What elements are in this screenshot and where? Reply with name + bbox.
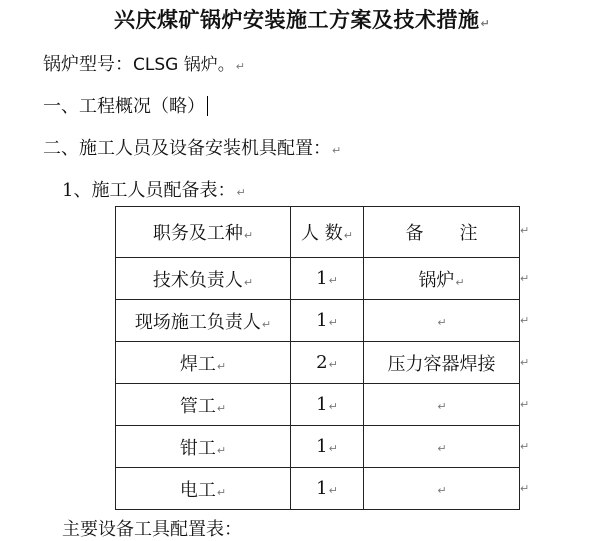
section-staffing	[43, 134, 341, 160]
row-end-mark: ↵	[520, 482, 530, 495]
cell-mark: ↵	[328, 484, 338, 497]
subsection-staff-table	[62, 176, 246, 202]
row-end-mark: ↵	[520, 440, 530, 453]
header-count: 人 数	[301, 223, 343, 244]
subsection-staff-table-text: 1、施工人员配备表：	[62, 180, 236, 201]
table-row	[116, 426, 520, 468]
table-row	[116, 342, 520, 384]
text-cursor	[207, 96, 208, 116]
cell-mark: ↵	[216, 359, 227, 373]
row-end-mark: ↵	[520, 272, 530, 285]
role-cell[interactable]	[116, 342, 291, 384]
role-text: 钳工	[179, 437, 216, 459]
note-text: 锅炉	[418, 269, 455, 291]
role-text: 电工	[179, 479, 216, 501]
cell-mark: ↵	[216, 485, 227, 499]
paragraph-mark: ↵	[235, 60, 245, 73]
cell-mark: ↵	[437, 484, 447, 497]
header-role-cell[interactable]	[116, 207, 291, 258]
boiler-model-label: 锅炉型号：	[43, 54, 133, 75]
count-text: 1	[316, 310, 328, 331]
role-cell[interactable]	[116, 426, 291, 468]
role-text: 技术负责人	[152, 269, 243, 291]
row-end-mark: ↵	[520, 224, 530, 237]
title-text: 兴庆煤矿锅炉安装施工方案及技术措施	[114, 7, 480, 32]
table-header-row	[116, 207, 520, 258]
section-overview[interactable]	[43, 92, 208, 118]
cell-mark: ↵	[437, 442, 447, 455]
cell-mark: ↵	[243, 275, 254, 289]
note-cell[interactable]	[364, 384, 520, 426]
section-staffing-text: 二、施工人员及设备安装机具配置：	[43, 138, 331, 159]
subsection-equipment-text: 主要设备工具配置表：	[62, 519, 242, 540]
note-cell[interactable]	[364, 300, 520, 342]
count-cell[interactable]	[291, 384, 364, 426]
cell-mark: ↵	[328, 274, 338, 287]
header-note-cell[interactable]	[364, 207, 520, 258]
count-cell[interactable]	[291, 342, 364, 384]
subsection-equipment-table	[62, 515, 242, 541]
row-end-mark: ↵	[520, 314, 530, 327]
row-end-mark: ↵	[520, 356, 530, 369]
section-overview-text: 一、工程概况（略）	[43, 96, 205, 117]
note-text: 压力容器焊接	[387, 353, 496, 375]
cell-mark: ↵	[437, 400, 447, 413]
cell-mark: ↵	[343, 229, 353, 242]
cell-mark: ↵	[328, 400, 338, 413]
role-text: 管工	[179, 395, 216, 417]
header-note: 备 注	[405, 223, 478, 244]
row-end-mark: ↵	[520, 398, 530, 411]
staff-table	[115, 206, 520, 510]
count-cell[interactable]	[291, 258, 364, 300]
boiler-model-value: CLSG 锅炉。	[133, 55, 235, 75]
cell-mark: ↵	[328, 358, 338, 371]
count-text: 2	[316, 352, 328, 373]
cell-mark: ↵	[437, 316, 447, 329]
role-text: 焊工	[179, 353, 216, 375]
count-cell[interactable]	[291, 426, 364, 468]
table-row	[116, 384, 520, 426]
header-role: 职务及工种	[152, 223, 243, 244]
boiler-model-line	[43, 50, 245, 76]
role-text: 现场施工负责人	[134, 311, 261, 333]
cell-mark: ↵	[261, 317, 272, 331]
role-cell[interactable]	[116, 258, 291, 300]
paragraph-mark: ↵	[480, 17, 491, 30]
cell-mark: ↵	[216, 401, 227, 415]
count-text: 1	[316, 478, 328, 499]
table-row	[116, 468, 520, 510]
count-text: 1	[316, 436, 328, 457]
note-cell[interactable]	[364, 426, 520, 468]
document-title	[114, 4, 490, 34]
table-row	[116, 300, 520, 342]
paragraph-mark: ↵	[236, 186, 246, 199]
count-cell[interactable]	[291, 468, 364, 510]
note-cell[interactable]	[364, 342, 520, 384]
cell-mark: ↵	[243, 229, 254, 242]
count-text: 1	[316, 268, 328, 289]
cell-mark: ↵	[216, 443, 227, 457]
count-text: 1	[316, 394, 328, 415]
table-row	[116, 258, 520, 300]
cell-mark: ↵	[328, 316, 338, 329]
note-cell[interactable]	[364, 468, 520, 510]
paragraph-mark: ↵	[332, 144, 342, 157]
role-cell[interactable]	[116, 300, 291, 342]
count-cell[interactable]	[291, 300, 364, 342]
cell-mark: ↵	[328, 442, 338, 455]
role-cell[interactable]	[116, 468, 291, 510]
note-cell[interactable]	[364, 258, 520, 300]
role-cell[interactable]	[116, 384, 291, 426]
header-count-cell[interactable]	[291, 207, 364, 258]
cell-mark: ↵	[455, 275, 465, 289]
